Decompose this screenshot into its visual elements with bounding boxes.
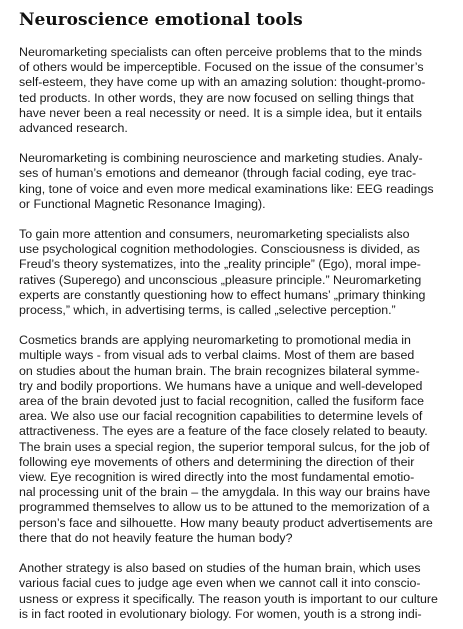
text-line: is in fact rooted in evolutionary biology. For women, youth is a strong indi- [19, 606, 422, 621]
article-body [19, 45, 459, 629]
text-line: The brain uses a special region, the superior temporal sulcus, for the job of [19, 439, 430, 454]
paragraph [19, 333, 459, 546]
text-line: on studies about the human brain. The brain recognizes bilateral symme- [19, 363, 420, 378]
text-line: area. We also use our facial recognition capabilities to determine levels of [19, 409, 423, 424]
text-line: programmed themselves to allow us to be attuned to the memorization of a [19, 500, 430, 515]
text-line: ratives (Superego) and unconscious „pleasure principle.” Neuromarketing [19, 272, 422, 287]
text-line: area of the brain devoted just to facial recognition, called the fusiform face [19, 394, 424, 409]
text-line: person’s face and silhouette. How many beauty product advertisements are [19, 515, 433, 530]
text-line: multiple ways - from visual ads to verbal claims. Most of them are based [19, 348, 415, 363]
text-line: of others would be imperceptible. Focused on the issue of the consumer’s [19, 60, 424, 75]
paragraph [19, 561, 459, 622]
section-heading: Neuroscience emotional tools [19, 10, 303, 30]
text-line: usness or express it specifically. The reason youth is important to our culture [19, 591, 438, 606]
text-line: try and bodily proportions. We humans have a unique and well-developed [19, 378, 423, 393]
paragraph [19, 45, 459, 136]
text-line: use psychological cognition methodologies. Consciousness is divided, as [19, 242, 420, 257]
text-line: Cosmetics brands are applying neuromarketing to promotional media in [19, 333, 411, 348]
text-line: Another strategy is also based on studies of the human brain, which uses [19, 561, 421, 576]
text-line: ses of human’s emotions and demeanor (through facial coding, eye trac- [19, 166, 417, 181]
text-line: experts are constantly questioning how to effect humans’ „primary thinking [19, 287, 426, 302]
text-line: various facial cues to judge age even when we cannot call it into conscio- [19, 576, 421, 591]
paragraph [19, 227, 459, 318]
text-line: nal processing unit of the brain – the amygdala. In this way our brains have [19, 485, 431, 500]
text-line: process,” which, in advertising terms, is called „selective perception.” [19, 303, 396, 318]
text-line: attractiveness. The eyes are a feature of the face closely related to beauty. [19, 424, 428, 439]
text-line: king, tone of voice and even more medical examinations like: EEG readings [19, 181, 434, 196]
text-line: view. Eye recognition is wired directly into the most fundamental emotio- [19, 470, 415, 485]
text-line: advanced research. [19, 121, 128, 136]
text-line: have never been a real necessity or need. It is a simple idea, but it entails [19, 105, 422, 120]
text-line: following eye movements of others and determining the direction of their [19, 454, 415, 469]
text-line: Neuromarketing is combining neuroscience and marketing studies. Analy- [19, 151, 423, 166]
text-line: To gain more attention and consumers, neuromarketing specialists also [19, 227, 410, 242]
text-line: self-esteem, they have come up with an amazing solution: thought-promo- [19, 75, 426, 90]
text-line: ted products. In other words, they are now focused on selling things that [19, 90, 414, 105]
text-line: Neuromarketing specialists can often perceive problems that to the minds [19, 45, 422, 59]
text-line: or Functional Magnetic Resonance Imaging). [19, 196, 266, 211]
text-line: Freud’s theory systematizes, into the „reality principle” (Ego), moral impe- [19, 257, 421, 272]
paragraph [19, 151, 459, 212]
text-line: there that do not heavily feature the human body? [19, 530, 293, 545]
